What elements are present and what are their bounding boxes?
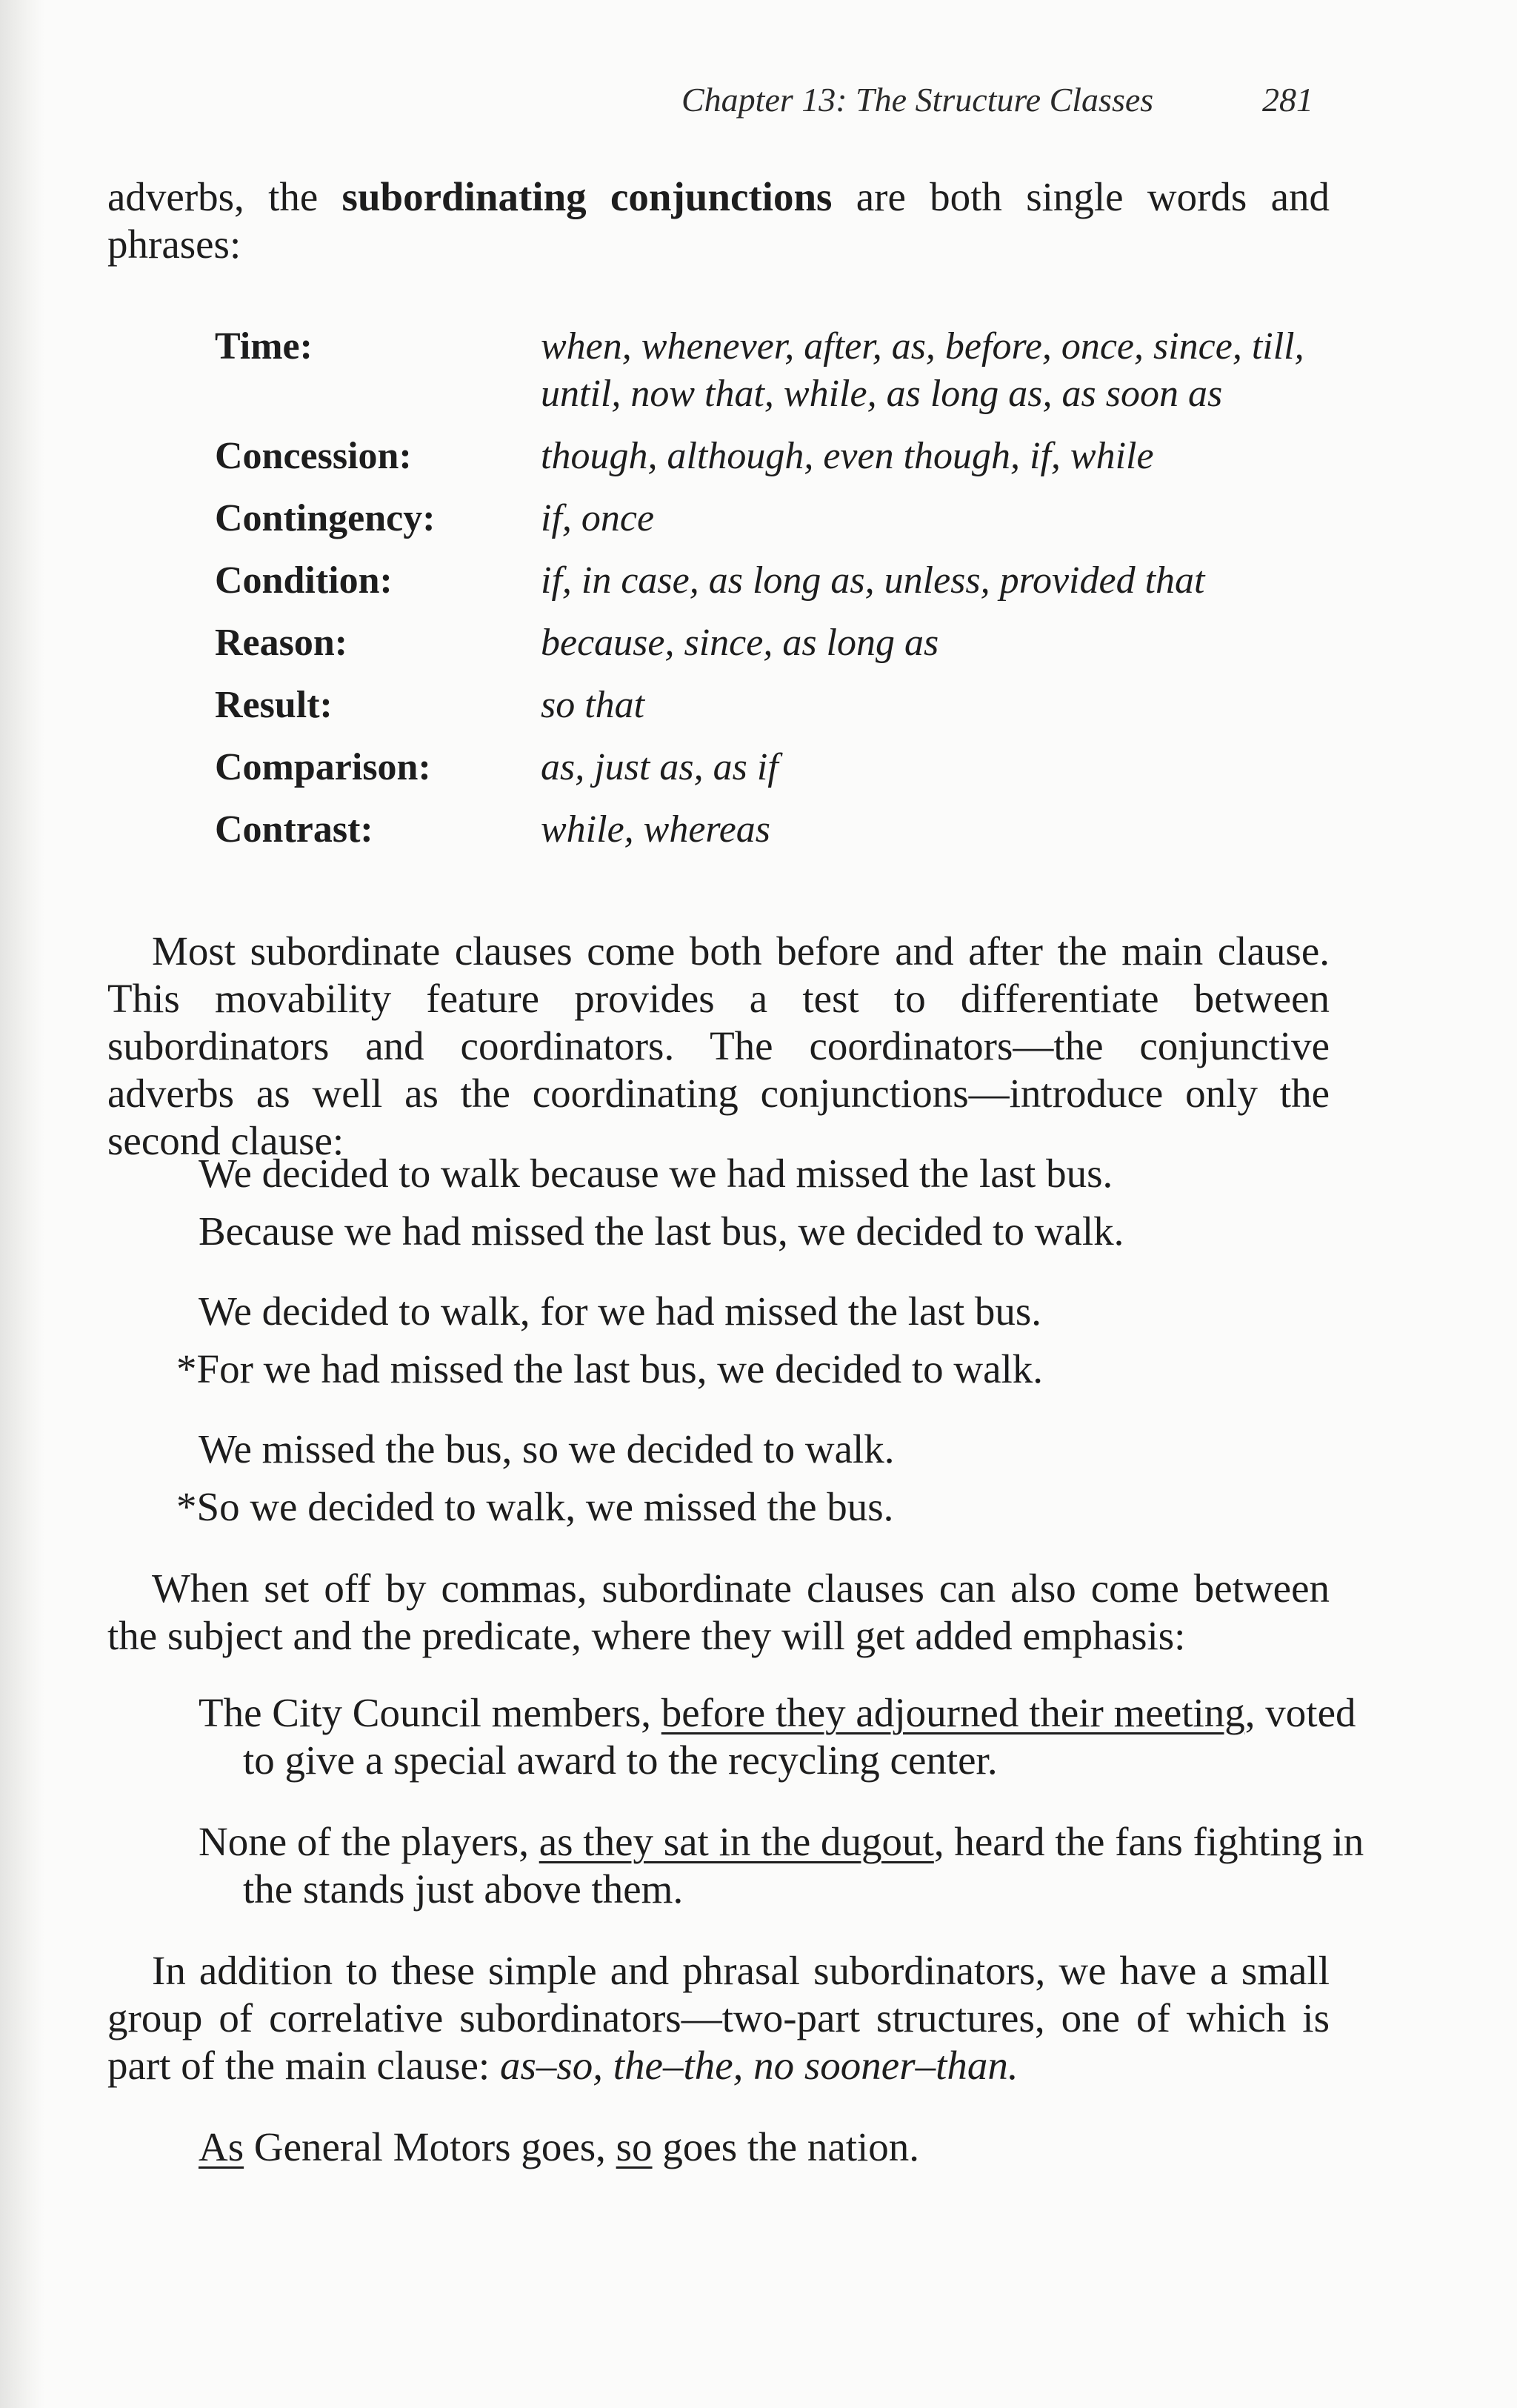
conjunction-words: as, just as, as if [541, 746, 778, 788]
conjunction-words: if, once [541, 497, 655, 539]
correlative-text: In addition to these simple and phrasal subordinators, we have a small group of correlative subordinators—two-part structures, one of which is part of the main clause: [107, 1948, 1330, 2088]
intro-term: subordinating conjunctions [341, 174, 833, 219]
intro-paragraph [107, 173, 1330, 268]
underlined-word: so [616, 2124, 653, 2169]
commas-paragraph: When set off by commas, subordinate clauses can also come between the subject and the predicate, where they will get added emphasis: [107, 1566, 1330, 1658]
conjunction-row-condition [215, 557, 1341, 605]
conjunction-row-comparison [215, 744, 1341, 791]
conjunction-category: Comparison: [215, 746, 431, 788]
emphasis-text: , voted to give a special award to the recycling center. [243, 1690, 1356, 1783]
underlined-word: As [199, 2124, 244, 2169]
conjunction-table [215, 323, 1341, 868]
conjunction-words: because, since, as long as [541, 622, 939, 664]
example-sentence: We missed the bus, so we decided to walk. [199, 1426, 895, 1471]
conjunction-words: though, although, even though, if, while [541, 435, 1154, 477]
intro-text-end: are both single words and phrases: [107, 174, 1330, 267]
page-gutter-shadow [0, 0, 44, 2408]
underlined-clause: before they adjourned their meeting [661, 1690, 1245, 1735]
correlative-pairs: as–so, the–the, no sooner–than. [499, 2043, 1018, 2088]
conjunction-category: Concession: [215, 435, 412, 477]
movability-paragraph: Most subordinate clauses come both before and after the main clause. This movability feature provides a test to differentiate between subordinators and coordinators. The coordinators—the conjunctive adverbs as well as the coordinating conjunctions—introduce only the second clause: [107, 928, 1330, 1163]
intro-text-start: adverbs, the [107, 174, 342, 219]
final-example [199, 2123, 919, 2171]
example-sentence: Because we had missed the last bus, we decided to walk. [199, 1208, 1124, 1254]
conjunction-row-contingency [215, 495, 1341, 542]
conjunction-row-reason [215, 619, 1341, 667]
conjunction-words: so that [541, 684, 645, 726]
conjunction-category: Result: [215, 684, 333, 726]
emphasis-text: , heard the fans fighting in the stands just above them. [243, 1819, 1364, 1912]
example-sentence: We decided to walk because we had missed the last bus. [199, 1151, 1113, 1196]
conjunction-words: when, whenever, after, as, before, once, since, till, until, now that, while, as long as, as soon as [541, 325, 1304, 415]
example-sentence-ungrammatical: *So we decided to walk, we missed the bus. [176, 1484, 894, 1529]
example-sentence-ungrammatical: *For we had missed the last bus, we decided to walk. [176, 1346, 1044, 1391]
example-text: General Motors goes, [244, 2124, 616, 2169]
conjunction-category: Condition: [215, 559, 393, 602]
emphasis-example [199, 1818, 1384, 1913]
example-text: goes the nation. [652, 2124, 920, 2169]
conjunction-category: Reason: [215, 622, 348, 664]
emphasis-text: None of the players, [199, 1819, 539, 1864]
conjunction-row-contrast [215, 806, 1341, 854]
underlined-clause: as they sat in the dugout [539, 1819, 934, 1864]
conjunction-row-concession [215, 433, 1341, 480]
conjunction-category: Contingency: [215, 497, 436, 539]
example-sentence: We decided to walk, for we had missed the last bus. [199, 1288, 1042, 1334]
conjunction-category: Contrast: [215, 808, 373, 851]
conjunction-row-time [215, 323, 1341, 418]
correlative-paragraph [107, 1947, 1330, 2089]
emphasis-text: The City Council members, [199, 1690, 661, 1735]
conjunction-row-result [215, 682, 1341, 729]
running-head: Chapter 13: The Structure Classes [681, 81, 1154, 119]
conjunction-words: if, in case, as long as, unless, provided that [541, 559, 1205, 602]
page-number: 281 [1262, 81, 1313, 119]
emphasis-example [199, 1689, 1384, 1784]
conjunction-words: while, whereas [541, 808, 771, 851]
conjunction-category: Time: [215, 325, 313, 367]
